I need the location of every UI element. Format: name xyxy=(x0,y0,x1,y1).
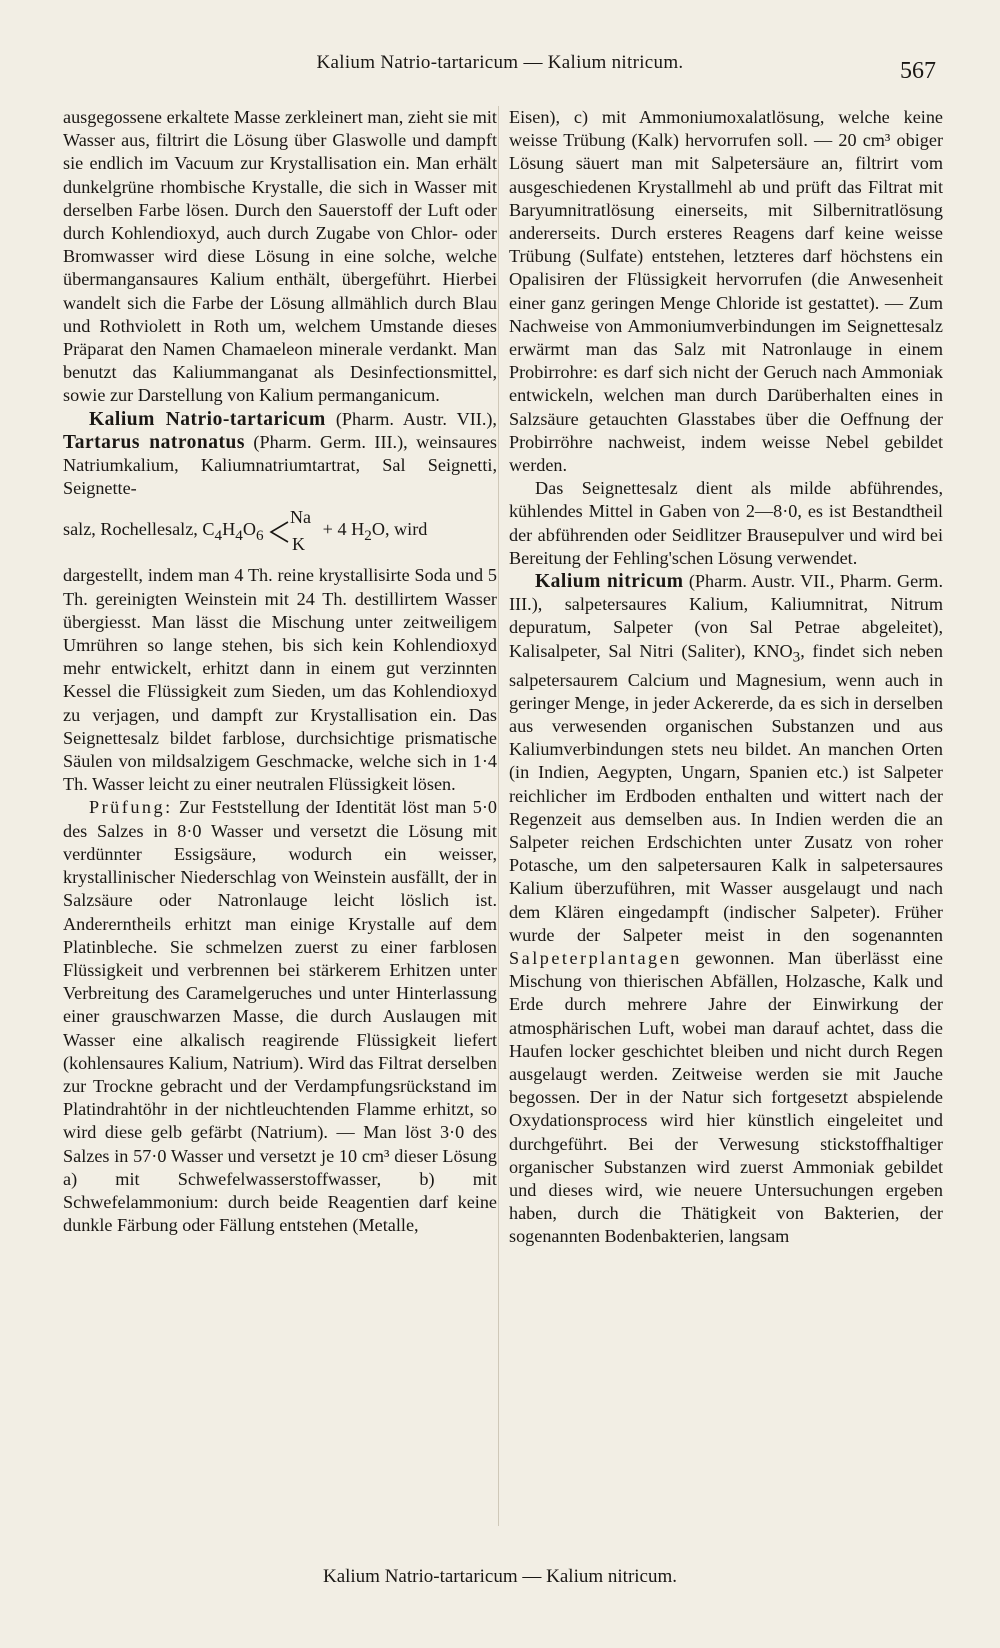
left-column xyxy=(63,106,497,1237)
heading-kalium-natrio-tartaricum: Kalium Natrio-tartaricum xyxy=(89,408,326,430)
nitricum-text-2: , findet sich neben salpetersaurem Calcium und Magnesium, wenn auch in geringer Menge, in jeder Ackererde, da es sich in derselben aus verwesenden organischen Substanzen und aus Kaliumverbindungen stets neu bildet. An manchen Orten (in Indien, Aegypten, Ungarn, Spanien etc.) ist Salpeter reichlicher im Erdboden enthalten und wittert nach der Regenzeit aus demselben aus. In Indien werden die an Salpeter reichen Erdschichten unter Zusatz von roher Potasche, um den salpetersauren Kalk in salpetersaures Kalium überzuführen, mit Wasser ausgelaugt und nach dem Klären eingedampft (indischer Salpeter). Früher wurde der Salpeter meist in den sogenannten xyxy=(509,640,943,945)
formula-na: Na xyxy=(290,508,312,528)
formula-prefix: salz, Rochellesalz, xyxy=(63,519,203,540)
column-divider xyxy=(498,106,499,1526)
nitricum-text-1: (Pharm. Austr. VII., Pharm. Germ. III.), salpetersaures Kalium, Kaliumnitrat, Nitrum depuratum, Salpeter (von Sal Petrae abgeleitet), Kalisalpeter, Sal Nitri (Saliter), KNO xyxy=(509,571,943,661)
synonym-text-2: (Pharm. Germ. III.), weinsaures Natriumkalium, Kaliumnatriumtartrat, Sal Seignetti, Seignette- xyxy=(63,431,497,499)
formula-o: O xyxy=(242,519,256,540)
heading-tartarus-natronatus: Tartarus natronatus xyxy=(63,431,245,453)
formula-h-sub: 4 xyxy=(235,527,243,545)
formula-water-sub: 2 xyxy=(364,527,372,545)
paragraph-pruefung xyxy=(63,796,497,1237)
paragraph-pruefung-continued: Eisen), c) mit Ammoniumoxalatlösung, welche keine weisse Trübung (Kalk) hervorrufen soll. — 20 cm³ obiger Lösung säuert man mit Salpetersäure an, filtrirt vom ausgeschiedenen Krystallmehl ab und prüft das Filtrat mit Baryumnitratlösung einerseits, mit Silbernitratlösung andererseits. Durch ersteres Reagens darf keine weisse Trübung (Sulfate) entstehen, letzteres darf höchstens ein Opalisiren der Flüssigkeit hervorrufen (die Anwesenheit einer ganz geringen Menge Chloride ist gestattet). — Zum Nachweise von Ammoniumverbindungen im Seignettesalz erwärmt man das Salz mit Natronlauge in einem Probirrohre: es darf sich nicht der Geruch nach Ammoniak entwickeln, welchen man durch Darüberhalten eines in Salzsäure getauchten Glasstabes über die Oeffnung der Probirröhre nachweist, indem weisse Nebel gebildet werden. xyxy=(509,107,943,476)
synonym-text-1: (Pharm. Austr. VII.), xyxy=(325,408,497,429)
formula-water: + 4 H xyxy=(322,519,365,540)
branch-bracket-icon xyxy=(268,508,318,554)
page-footer: Kalium Natrio-tartaricum — Kalium nitricum. xyxy=(322,1566,678,1587)
formula-end: O, wird xyxy=(371,519,428,540)
paragraph-seignettesalz-intro xyxy=(63,408,497,501)
heading-kalium-nitricum: Kalium nitricum xyxy=(535,571,684,593)
right-column xyxy=(509,106,943,1249)
formula-c: C xyxy=(202,519,215,540)
running-header: Kalium Natrio-tartaricum — Kalium nitricum. xyxy=(316,52,684,73)
formula-h: H xyxy=(222,519,236,540)
page-number: 567 xyxy=(900,58,936,84)
paragraph-manganat-end: ausgegossene erkaltete Masse zerkleinert man, zieht sie mit Wasser aus, filtrirt die Lösung über Glaswolle und dampft sie endlich im Vacuum zur Krystallisation ein. Man erhält dunkelgrüne rhombische Krystalle, die sich in Wasser mit derselben Farbe lösen. Durch den Sauerstoff der Luft oder durch Kohlendioxyd, auch durch Zugabe von Chlor- oder Bromwasser wird diese Lösung in eine solche, welche übermangansaures Kalium enthält, übergeführt. Hierbei wandelt sich die Farbe der Lösung allmählich durch Blau und Rothviolett in Roth um, welchem Umstande dieses Präparat den Namen Chamaeleon minerale verdankt. Man benutzt das Kaliummanganat als Desinfectionsmittel, sowie zur Darstellung von Kalium permanganicum. xyxy=(63,107,497,406)
pruefung-label: Prüfung: xyxy=(89,797,173,818)
nitricum-text-3: gewonnen. Man überlässt eine Mischung von thierischen Abfällen, Holzasche, Kalk und Erde durch mehrere Jahre der Einwirkung der atmosphärischen Luft, wobei man darauf achtet, dass die Haufen locker geschichtet bleiben und nicht durch Regen ausgelaugt werden. Zeitweise werden sie mit Jauche begossen. Der in der Natur sich fortgesetzt abspielende Oxydationsprocess wird hier künstlich eingeleitet und durchgeführt. Bei der Verwesung stickstoffhaltiger organischer Substanzen wird zuerst Ammoniak gebildet und dieses wird, wie neuere Untersuchungen ergeben haben, durch die Thätigkeit von Bakterien, der sogenannten Bodenbakterien, langsam xyxy=(509,947,943,1247)
paragraph-kalium-nitricum xyxy=(509,570,943,1249)
paragraph-anwendung: Das Seignettesalz dient als milde abführendes, kühlendes Mittel in Gaben von 2—8·0, es ist Bestandtheil der abführenden oder Seidlitzer Brausepulver und wird bei Bereitung der Fehling'schen Lösung verwendet. xyxy=(509,478,943,568)
paragraph-darstellung: dargestellt, indem man 4 Th. reine krystallisirte Soda und 5 Th. gereinigten Weinstein mit 24 Th. destillirtem Wasser übergiesst. Man lässt die Mischung unter zeitweiligem Umrühren so lange stehen, bis sich kein Kohlendioxyd mehr entwickelt, erhitzt dann in einem gut verzinnten Kessel die Flüssigkeit zum Sieden, um das Kohlendioxyd zu verjagen, und dampft zur Krystallisation ein. Das Seignettesalz bildet farblose, durchsichtige prismatische Säulen von mildsalzigem Geschmacke, welche sich in 1·4 Th. Wasser leicht zu einer neutralen Flüssigkeit lösen. xyxy=(63,565,497,795)
chemical-formula-line xyxy=(63,508,497,554)
formula-k: K xyxy=(292,534,306,555)
formula-c-sub: 4 xyxy=(214,527,223,545)
pruefung-text: Zur Feststellung der Identität löst man 5·0 des Salzes in 8·0 Wasser und versetzt die Lösung mit verdünnter Essigsäure, wodurch ein weisser, krystallinischer Niederschlag von Weinstein ausfällt, der in Salzsäure oder Natronlauge leicht löslich ist. Andererntheils erhitzt man einige Krystalle auf dem Platinbleche. Sie schmelzen zuerst zu einer farblosen Flüssigkeit und verbrennen bei stärkerem Erhitzen unter Verbreitung des Caramelgeruches und unter Hinterlassung einer grauschwarzen Masse, die durch Auslaugen mit Wasser eine alkalisch reagirende Flüssigkeit liefert (kohlensaures Kalium, Natrium). Wird das Filtrat derselben zur Trockne gebracht und der Verdampfungsrückstand im Platindrahtöhr in der nichtleuchtenden Flamme erhitzt, so wird diese gelb gefärbt (Natrium). — Man löst 3·0 des Salzes in 57·0 Wasser und versetzt je 10 cm³ dieser Lösung a) mit Schwefelwasserstoffwasser, b) mit Schwefelammonium: durch beide Reagentien darf keine dunkle Färbung oder Fällung entstehen (Metalle, xyxy=(63,797,497,1236)
salpeterplantagen-term: Salpeterplantagen xyxy=(509,947,682,968)
formula-o-sub: 6 xyxy=(255,527,264,545)
nitricum-sub: 3 xyxy=(792,648,801,666)
